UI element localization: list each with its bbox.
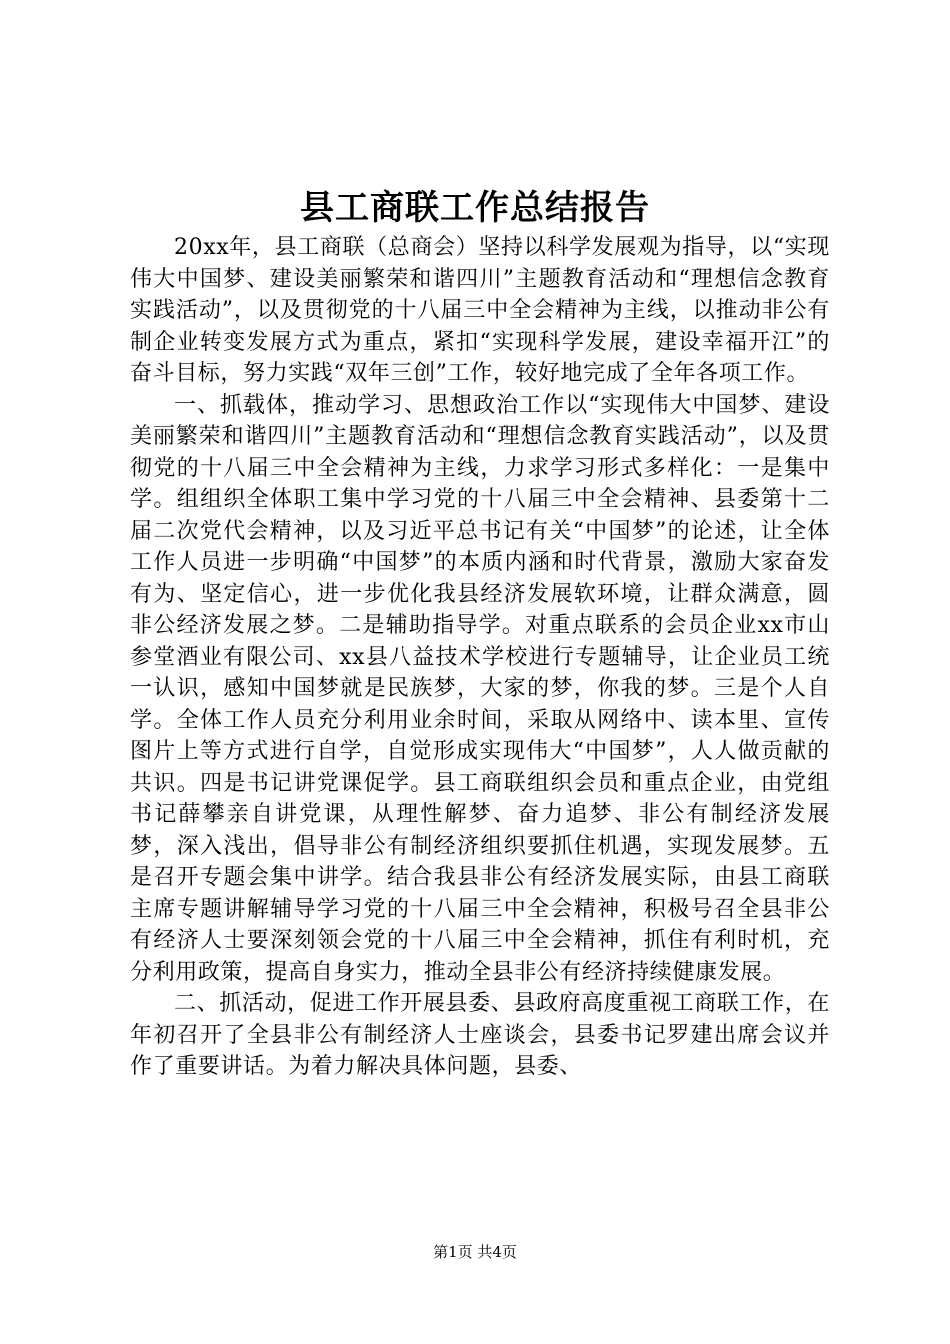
paragraph-intro: 20xx年，县工商联（总商会）坚持以科学发展观为指导，以“实现伟大中国梦、建设美丽繁荣和谐四川”主题教育活动和“理想信念教育实践活动”，以及贯彻党的十八届三中全会精神为主线，以推动非公有制企业转变发展方式为重点，紧扣“实现科学发展，建设幸福开江”的奋斗目标，努力实践“双年三创”工作，较好地完成了全年各项工作。 xyxy=(130,235,830,386)
paragraph-section-two: 二、抓活动，促进工作开展县委、县政府高度重视工商联工作，在年初召开了全县非公有制经济人士座谈会，县委书记罗建出席会议并作了重要讲话。为着力解决具体问题，县委、 xyxy=(130,991,830,1079)
document-body xyxy=(130,232,830,1083)
page-footer: 第1页 共4页 xyxy=(433,1243,517,1261)
paragraph-section-one: 一、抓载体，推动学习、思想政治工作以“实现伟大中国梦、建设美丽繁荣和谐四川”主题教育活动和“理想信念教育实践活动”，以及贯彻党的十八届三中全会精神为主线，力求学习形式多样化：一是集中学。组组织全体职工集中学习党的十八届三中全会精神、县委第十二届二次党代会精神，以及习近平总书记有关“中国梦”的论述，让全体工作人员进一步明确“中国梦”的本质内涵和时代背景，激励大家奋发有为、坚定信心，进一步优化我县经济发展软环境，让群众满意，圆非公经济发展之梦。二是辅助指导学。对重点联系的会员企业xx市山参堂酒业有限公司、xx县八益技术学校进行专题辅导，让企业员工统一认识，感知中国梦就是民族梦，大家的梦，你我的梦。三是个人自学。全体工作人员充分利用业余时间，采取从网络中、读本里、宣传图片上等方式进行自学，自觉形成实现伟大“中国梦”，人人做贡献的共识。四是书记讲党课促学。县工商联组织会员和重点企业，由党组书记薛攀亲自讲党课，从理性解梦、奋力追梦、非公有制经济发展梦，深入浅出，倡导非公有制经济组织要抓住机遇，实现发展梦。五是召开专题会集中讲学。结合我县非公有经济发展实际，由县工商联主席专题讲解辅导学习党的十八届三中全会精神，积极号召全县非公有经济人士要深刻领会党的十八届三中全会精神，抓住有利时机，充分利用政策，提高自身实力，推动全县非公有经济持续健康发展。 xyxy=(130,392,830,985)
document-title: 县工商联工作总结报告 xyxy=(300,188,650,228)
